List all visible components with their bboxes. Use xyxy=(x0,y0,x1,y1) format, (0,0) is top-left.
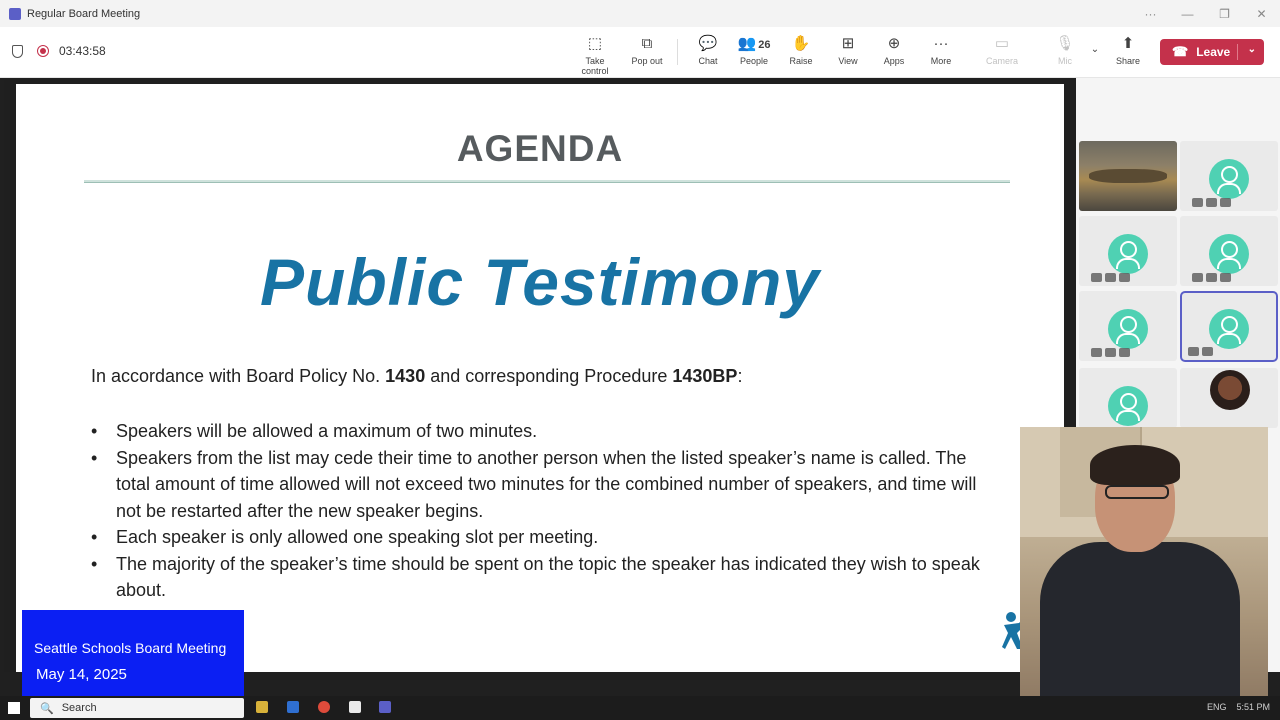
chat-icon: 💬 xyxy=(698,35,718,52)
window-controls xyxy=(1132,0,1280,27)
shared-content-stage xyxy=(4,80,1076,672)
procedure-number: 1430BP xyxy=(672,366,738,386)
recording-icon xyxy=(37,45,49,57)
participant-tile-room[interactable] xyxy=(1079,141,1177,211)
list-item: • The majority of the speaker’s time should be spent on the topic the speaker has indicated they wish to speak about. xyxy=(91,551,991,604)
more-button[interactable]: ··· More xyxy=(917,35,965,66)
avatar-icon xyxy=(1209,234,1249,274)
participant-tile-active-speaker[interactable] xyxy=(1182,293,1276,360)
leave-button[interactable]: ☎ Leave ⌄ xyxy=(1160,39,1264,65)
file-explorer-icon[interactable] xyxy=(256,701,268,713)
avatar-icon xyxy=(1108,234,1148,274)
list-item: • Speakers from the list may cede their time to another person when the listed speaker’s name is called. The total amount of time allowed will not exceed two minutes for the combined number of speakers, and time will not be restarted after the new speaker begins. xyxy=(91,445,991,525)
chevron-down-icon: ⌄ xyxy=(1090,44,1100,55)
tile-status-icons xyxy=(1188,347,1213,356)
os-taskbar xyxy=(0,696,1280,720)
mic-button[interactable]: 🎙 Mic xyxy=(1041,35,1089,66)
meeting-toolbar xyxy=(0,27,1280,78)
share-button[interactable]: ⬆ Share xyxy=(1104,35,1152,66)
maximize-icon[interactable]: ❐ xyxy=(1219,6,1230,21)
heading-divider xyxy=(84,180,1010,183)
teams-taskbar-icon[interactable] xyxy=(379,701,391,713)
participant-tile[interactable] xyxy=(1079,291,1177,361)
raise-hand-button[interactable]: ✋ Raise xyxy=(777,35,825,66)
list-item: • Speakers will be allowed a maximum of two minutes. xyxy=(91,418,991,445)
lower-third-date: May 14, 2025 xyxy=(36,666,127,683)
avatar-icon xyxy=(1209,159,1249,199)
avatar-icon xyxy=(1108,309,1148,349)
tile-status-icons xyxy=(1192,273,1231,282)
list-item: • Each speaker is only allowed one speaking slot per meeting. xyxy=(91,524,991,551)
leave-divider xyxy=(1237,44,1238,60)
camera-button[interactable]: ▭ Camera xyxy=(978,35,1026,66)
slide-heading: AGENDA xyxy=(456,128,624,169)
outlook-icon[interactable] xyxy=(287,701,299,713)
tile-status-icons xyxy=(1091,348,1130,357)
pop-out-icon: ⧉ xyxy=(641,35,653,52)
more-icon: ··· xyxy=(933,35,949,52)
presenter-hair xyxy=(1090,445,1180,485)
share-icon: ⬆ xyxy=(1121,35,1135,52)
view-button[interactable]: ⊞ View xyxy=(824,35,872,66)
participant-tile[interactable] xyxy=(1180,141,1278,211)
slide-intro: In accordance with Board Policy No. 1430 and corresponding Procedure 1430BP: xyxy=(91,366,743,386)
toolbar-divider xyxy=(677,39,678,65)
take-control-icon: ⬚ xyxy=(587,35,603,52)
window-title-bar xyxy=(0,0,1280,27)
take-control-button[interactable]: ⬚ Take control xyxy=(571,35,619,76)
phone-icon: ☎ xyxy=(1172,44,1189,59)
avatar-icon xyxy=(1209,309,1249,349)
tile-status-icons xyxy=(1091,273,1130,282)
presenter-glasses xyxy=(1105,485,1169,499)
participant-tile[interactable] xyxy=(1180,216,1278,286)
avatar-icon xyxy=(1108,386,1148,426)
presenter-body xyxy=(1040,542,1240,705)
mic-off-icon: 🎙 xyxy=(1055,35,1075,52)
policy-number: 1430 xyxy=(385,366,426,386)
mic-options-button[interactable] xyxy=(1084,41,1106,59)
room-desk xyxy=(1089,169,1167,183)
minimize-icon[interactable]: — xyxy=(1181,6,1194,21)
apps-button[interactable]: ⊕ Apps xyxy=(870,35,918,66)
pop-out-button[interactable]: ⧉ Pop out xyxy=(623,35,671,66)
meeting-status xyxy=(12,44,106,58)
search-placeholder: Search xyxy=(61,702,97,714)
notepad-icon[interactable] xyxy=(349,701,361,713)
system-tray xyxy=(1207,702,1270,712)
leave-options-icon[interactable]: ⌄ xyxy=(1247,44,1256,55)
taskbar-search[interactable] xyxy=(30,698,244,718)
language-indicator[interactable]: ENG xyxy=(1206,702,1227,712)
tile-status-icons xyxy=(1192,198,1231,207)
slide-bullets xyxy=(91,418,991,604)
apps-icon: ⊕ xyxy=(887,35,901,52)
windows-start-icon[interactable] xyxy=(8,702,20,714)
more-options-icon[interactable]: ··· xyxy=(1144,6,1157,21)
participant-tile-photo[interactable] xyxy=(1180,368,1278,428)
search-icon: 🔍 xyxy=(40,702,54,715)
people-button[interactable]: 👥 26 People xyxy=(737,35,771,66)
slide-title: Public Testimony xyxy=(260,245,820,319)
raise-hand-icon: ✋ xyxy=(791,35,811,52)
participant-tile[interactable] xyxy=(1079,368,1177,428)
presenter-video[interactable] xyxy=(1020,427,1268,705)
view-icon: ⊞ xyxy=(841,35,855,52)
camera-off-icon: ▭ xyxy=(994,35,1010,52)
people-icon: 👥 xyxy=(737,35,757,52)
lower-third-title: Seattle Schools Board Meeting xyxy=(34,640,227,656)
meeting-timer: 03:43:58 xyxy=(59,44,106,58)
broadcast-lower-third xyxy=(22,610,244,706)
avatar xyxy=(1210,370,1250,410)
people-count: 26 xyxy=(758,39,771,51)
chrome-icon[interactable] xyxy=(318,701,330,713)
chat-button[interactable]: 💬 Chat xyxy=(684,35,732,66)
teams-app-icon xyxy=(9,8,21,20)
presentation-slide xyxy=(16,84,1064,672)
shield-icon[interactable] xyxy=(12,45,23,58)
participant-tile[interactable] xyxy=(1079,216,1177,286)
window-title: Regular Board Meeting xyxy=(27,7,141,20)
clock[interactable]: 5:51 PM xyxy=(1236,702,1270,712)
close-icon[interactable]: ✕ xyxy=(1256,6,1267,21)
